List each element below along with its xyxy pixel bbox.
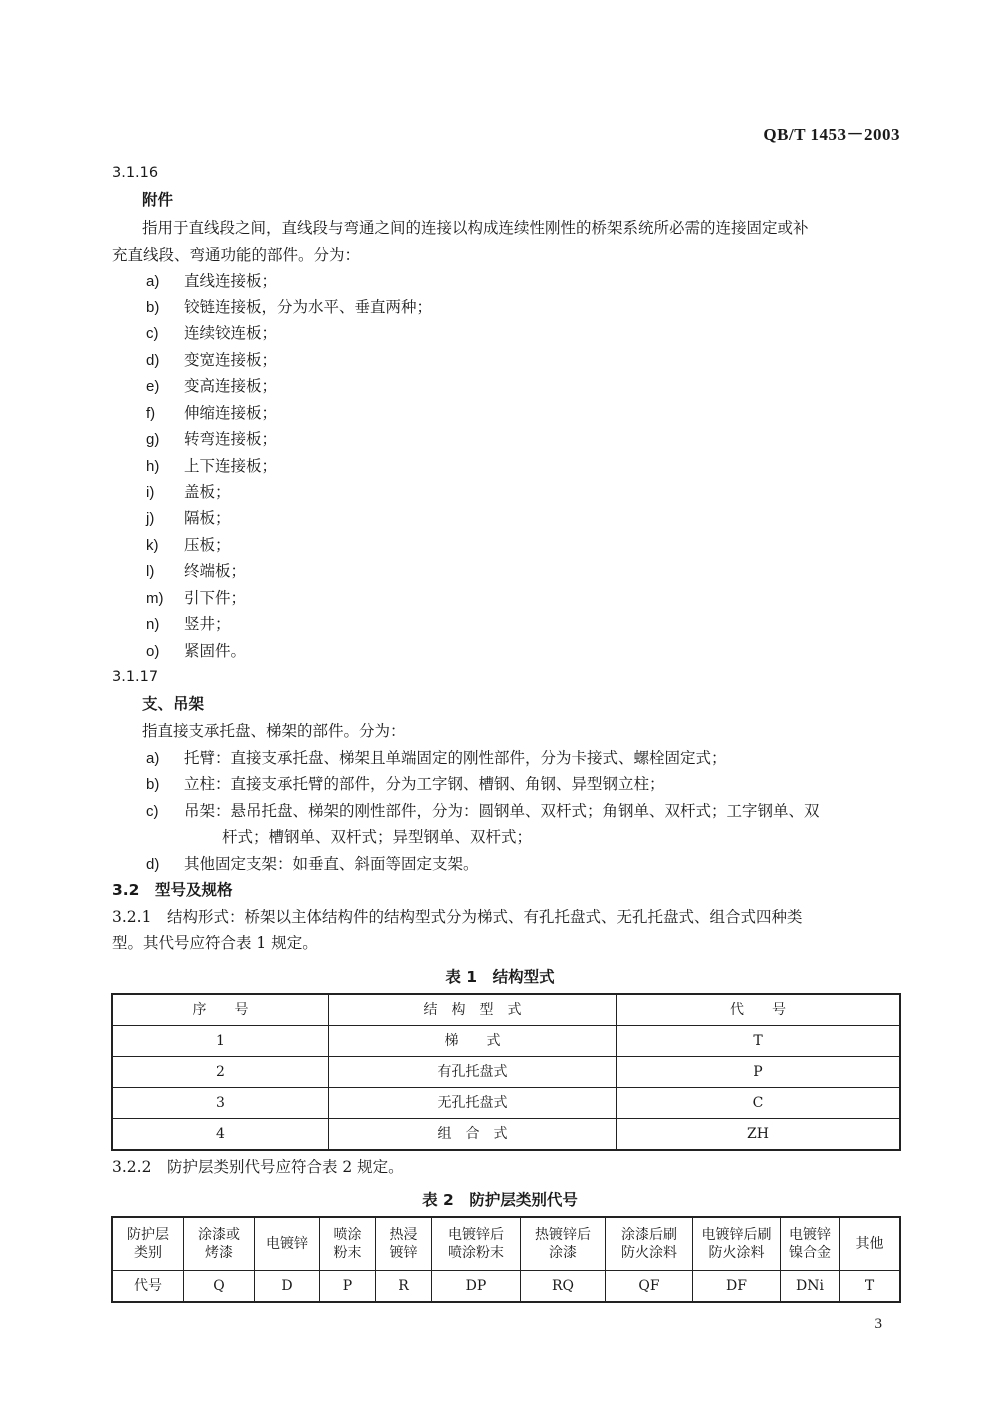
table-cell: DP bbox=[432, 1271, 521, 1303]
clause-number: 3.1.16 bbox=[112, 165, 159, 181]
table-header-cell bbox=[781, 1217, 840, 1271]
list-text: 压板； bbox=[184, 536, 231, 554]
table-cell: RQ bbox=[521, 1271, 606, 1303]
list-text: 托臂：直接支承托盘、梯架且单端固定的刚性部件，分为卡接式、螺栓固定式； bbox=[184, 749, 727, 767]
header-line: 镍合金 bbox=[789, 1245, 831, 1261]
header-line: 电镀锌 bbox=[266, 1236, 308, 1252]
header-line: 防火涂料 bbox=[708, 1245, 765, 1261]
table-header-cell bbox=[432, 1217, 521, 1271]
protective-layer-code-table bbox=[111, 1216, 901, 1303]
list-text: 转弯连接板； bbox=[184, 430, 278, 448]
list-text: 铰链连接板，分为水平、垂直两种； bbox=[184, 298, 433, 316]
list-text: 伸缩连接板； bbox=[184, 404, 278, 422]
list-marker: o) bbox=[146, 643, 160, 660]
table-header-cell: 序 号 bbox=[112, 994, 329, 1026]
paragraph-line: 指直接支承托盘、梯架的部件。分为： bbox=[142, 722, 406, 740]
header-line: 防火涂料 bbox=[621, 1245, 677, 1261]
list-item bbox=[146, 588, 246, 609]
page-number: 3 bbox=[874, 1316, 882, 1332]
table-header-cell bbox=[521, 1217, 606, 1271]
header-line: 类别 bbox=[134, 1245, 162, 1261]
list-item bbox=[146, 376, 277, 397]
table-cell: 组 合 式 bbox=[329, 1119, 617, 1151]
table-row bbox=[112, 1057, 900, 1088]
paragraph-line: 型。其代号应符合表 1 规定。 bbox=[112, 934, 318, 952]
list-item bbox=[146, 641, 246, 662]
list-marker: j) bbox=[146, 510, 155, 527]
list-marker: g) bbox=[146, 431, 160, 448]
table-cell: 有孔托盘式 bbox=[329, 1057, 617, 1088]
table-cell: T bbox=[840, 1271, 901, 1303]
table-cell: 无孔托盘式 bbox=[329, 1088, 617, 1119]
table-cell: 梯 式 bbox=[329, 1026, 617, 1057]
table-cell: C bbox=[617, 1088, 901, 1119]
header-line: 其他 bbox=[855, 1236, 884, 1252]
table-cell: 1 bbox=[112, 1026, 329, 1057]
list-marker: n) bbox=[146, 616, 160, 633]
paragraph-line: 3.2.1 结构形式：桥架以主体结构件的结构型式分为梯式、有孔托盘式、无孔托盘式、组合式四种类 bbox=[112, 908, 803, 926]
table-cell: DF bbox=[693, 1271, 781, 1303]
list-text: 其他固定支架：如垂直、斜面等固定支架。 bbox=[184, 855, 479, 873]
list-marker: a) bbox=[146, 750, 160, 767]
table-header-cell bbox=[376, 1217, 432, 1271]
header-line: 涂漆后刷 bbox=[621, 1227, 677, 1243]
list-item bbox=[146, 508, 231, 529]
list-marker: d) bbox=[146, 856, 160, 873]
header-line: 防护层 bbox=[127, 1227, 169, 1243]
paragraph-line: 充直线段、弯通功能的部件。分为： bbox=[112, 246, 361, 264]
table-header-row bbox=[112, 1217, 900, 1271]
table-header-cell bbox=[112, 1217, 184, 1271]
list-marker: a) bbox=[146, 273, 160, 290]
list-text: 隔板； bbox=[184, 509, 231, 527]
list-text: 立柱：直接支承托臂的部件，分为工字钢、槽钢、角钢、异型钢立柱； bbox=[184, 775, 665, 793]
list-text: 终端板； bbox=[184, 562, 247, 580]
table-header-cell bbox=[840, 1217, 901, 1271]
list-marker: h) bbox=[146, 458, 160, 475]
list-item bbox=[146, 774, 665, 795]
table-cell: 代号 bbox=[112, 1271, 184, 1303]
table-header-row bbox=[112, 994, 900, 1026]
table-title: 表 2 防护层类别代号 bbox=[422, 1191, 578, 1209]
table-row bbox=[112, 1271, 900, 1303]
list-item bbox=[146, 350, 277, 371]
list-item bbox=[146, 323, 277, 344]
header-line: 粉末 bbox=[333, 1245, 362, 1261]
paragraph-line: 指用于直线段之间，直线段与弯通之间的连接以构成连续性刚性的桥架系统所必需的连接固定或补 bbox=[142, 219, 809, 237]
table-title: 表 1 结构型式 bbox=[445, 968, 555, 986]
list-marker: d) bbox=[146, 352, 160, 369]
table-header-cell bbox=[606, 1217, 693, 1271]
list-text: 紧固件。 bbox=[184, 642, 247, 660]
list-item bbox=[146, 271, 277, 292]
list-marker: c) bbox=[146, 325, 159, 342]
table-cell: Q bbox=[184, 1271, 255, 1303]
header-line: 喷涂粉末 bbox=[448, 1245, 504, 1261]
table-row bbox=[112, 1026, 900, 1057]
table-header-cell: 代 号 bbox=[617, 994, 901, 1026]
table-row bbox=[112, 1119, 900, 1151]
header-line: 电镀锌后刷 bbox=[701, 1227, 772, 1243]
header-line: 热镀锌后 bbox=[535, 1227, 591, 1243]
list-marker: b) bbox=[146, 776, 160, 793]
table-cell: R bbox=[376, 1271, 432, 1303]
list-marker: i) bbox=[146, 484, 155, 501]
list-text: 变宽连接板； bbox=[184, 351, 278, 369]
header-line: 热浸 bbox=[389, 1227, 418, 1243]
table-cell: 4 bbox=[112, 1119, 329, 1151]
header-line: 涂漆或 bbox=[198, 1227, 240, 1243]
header-line: 电镀锌 bbox=[789, 1227, 831, 1243]
header-line: 喷涂 bbox=[333, 1227, 362, 1243]
table-header-cell bbox=[693, 1217, 781, 1271]
list-item bbox=[146, 429, 277, 450]
list-marker: c) bbox=[146, 803, 159, 820]
standard-code: QB/T 1453－2003 bbox=[763, 125, 900, 144]
header-line: 烤漆 bbox=[205, 1245, 233, 1261]
list-item bbox=[146, 854, 479, 875]
table-cell: 2 bbox=[112, 1057, 329, 1088]
list-marker: f) bbox=[146, 405, 156, 422]
table-cell: DNi bbox=[781, 1271, 840, 1303]
structure-type-table bbox=[111, 993, 901, 1151]
table-cell: 3 bbox=[112, 1088, 329, 1119]
list-item bbox=[146, 482, 231, 503]
header-line: 电镀锌后 bbox=[448, 1227, 504, 1243]
table-header-cell bbox=[184, 1217, 255, 1271]
list-text: 连续铰连板； bbox=[184, 324, 278, 342]
list-marker: b) bbox=[146, 299, 160, 316]
table-cell: T bbox=[617, 1026, 901, 1057]
table-cell: P bbox=[320, 1271, 376, 1303]
list-text: 盖板； bbox=[184, 483, 231, 501]
list-text: 吊架：悬吊托盘、梯架的刚性部件，分为：圆钢单、双杆式；角钢单、双杆式；工字钢单、双 bbox=[184, 802, 820, 820]
table-row bbox=[112, 1088, 900, 1119]
table-cell: ZH bbox=[617, 1119, 901, 1151]
list-text: 引下件； bbox=[184, 589, 247, 607]
list-text: 变高连接板； bbox=[184, 377, 278, 395]
list-text: 竖井； bbox=[184, 615, 231, 633]
table-cell: P bbox=[617, 1057, 901, 1088]
clause-title: 支、吊架 bbox=[142, 695, 205, 713]
paragraph-line: 3.2.2 防护层类别代号应符合表 2 规定。 bbox=[112, 1158, 404, 1176]
list-item bbox=[146, 403, 277, 424]
list-text: 直线连接板； bbox=[184, 272, 278, 290]
header-line: 镀锌 bbox=[389, 1245, 418, 1261]
list-item bbox=[146, 297, 432, 318]
list-item bbox=[146, 561, 246, 582]
list-item bbox=[146, 614, 231, 635]
list-text: 上下连接板； bbox=[184, 457, 278, 475]
list-marker: e) bbox=[146, 378, 160, 395]
list-marker: m) bbox=[146, 590, 164, 607]
list-item bbox=[146, 801, 820, 822]
table-header-cell bbox=[320, 1217, 376, 1271]
list-item bbox=[146, 456, 277, 477]
list-marker: l) bbox=[146, 563, 155, 580]
header-line: 涂漆 bbox=[549, 1245, 577, 1261]
table-header-cell: 结 构 型 式 bbox=[329, 994, 617, 1026]
clause-number: 3.1.17 bbox=[112, 669, 159, 685]
table-cell: D bbox=[255, 1271, 320, 1303]
table-cell: QF bbox=[606, 1271, 693, 1303]
section-title: 3.2 型号及规格 bbox=[112, 881, 233, 899]
table-header-cell bbox=[255, 1217, 320, 1271]
list-item-continuation: 杆式；槽钢单、双杆式；异型钢单、双杆式； bbox=[222, 828, 533, 846]
list-marker: k) bbox=[146, 537, 159, 554]
list-item bbox=[146, 535, 231, 556]
list-item bbox=[146, 748, 727, 769]
clause-title: 附件 bbox=[142, 191, 174, 209]
